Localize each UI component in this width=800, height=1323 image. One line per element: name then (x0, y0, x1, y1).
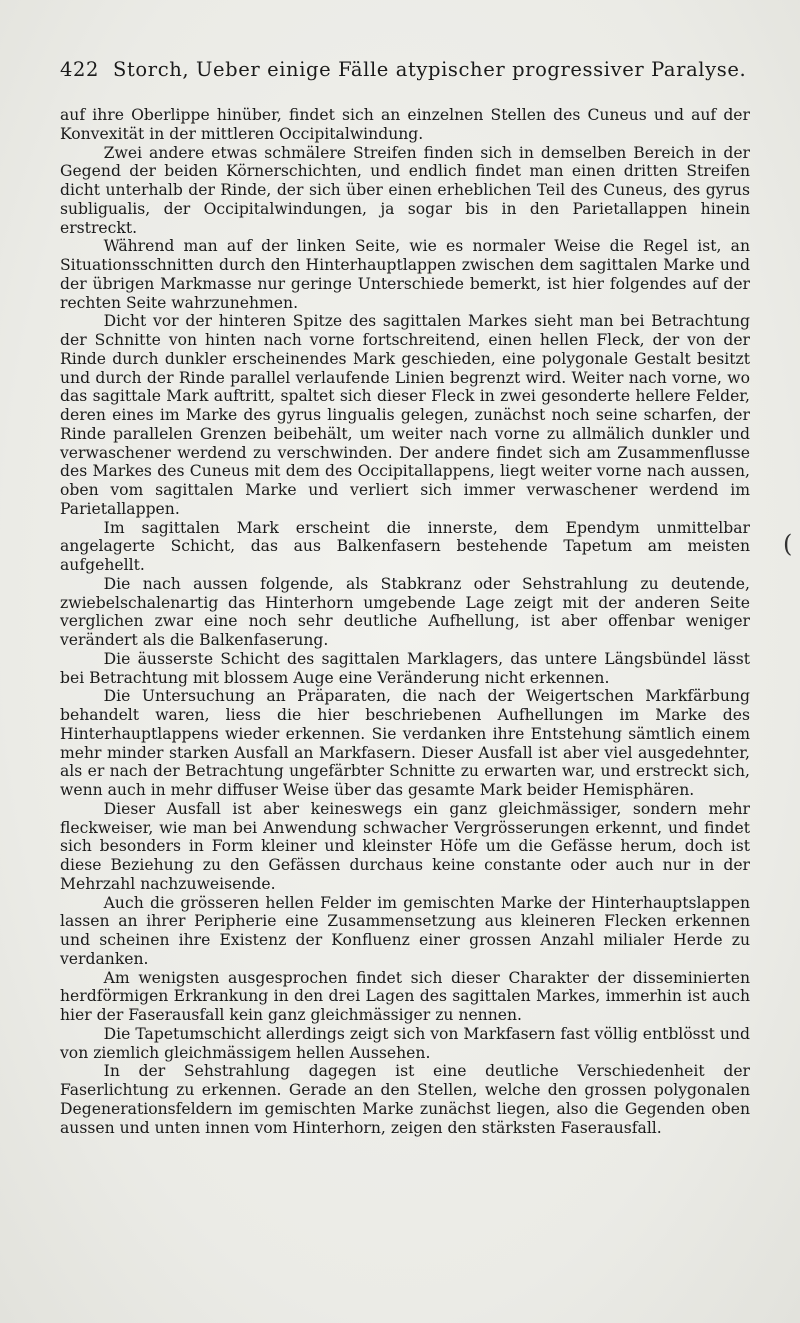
paragraph: Die Untersuchung an Präparaten, die nach der Weigertschen Markfärbung behandelt waren, liess die hier beschriebenen Aufhellungen im Marke des Hinterhauptlappens wieder erkennen. Sie verdanken ihre Entstehung sämtlich einem mehr minder starken Ausfall an Markfasern. Dieser Ausfall ist aber viel ausgedehnter, als er nach der Betrachtung ungefärbter Schnitte zu erwarten war, und erstreckt sich, wenn auch in mehr diffuser Weise über das gesamte Mark beider Hemisphären. (60, 687, 750, 799)
paragraph: Die nach aussen folgende, als Stabkranz oder Sehstrahlung zu deutende, zwiebelschalenartig das Hinterhorn umgebende Lage zeigt mit der anderen Seite verglichen zwar eine noch sehr deutliche Aufhellung, ist aber offenbar weniger verändert als die Balkenfaserung. (60, 574, 750, 649)
paragraph: Dieser Ausfall ist aber keineswegs ein ganz gleichmässiger, sondern mehr fleckweiser, wie man bei Anwendung schwacher Vergrösserungen erkennt, und findet sich besonders in Form kleiner und kleinster Höfe um die Gefässe herum, doch ist diese Beziehung zu den Gefässen durchaus keine constante oder auch nur in der Mehrzahl nachzuweisende. (60, 799, 750, 893)
paragraph: Auch die grösseren hellen Felder im gemischten Marke der Hinterhauptslappen lassen an ihrer Peripherie eine Zusammensetzung aus kleineren Flecken erkennen und scheinen ihre Existenz der Konfluenz einer grossen Anzahl milialer Herde zu verdanken. (60, 893, 750, 968)
paragraph: Im sagittalen Mark erscheint die innerste, dem Ependym unmittelbar angelagerte Schicht, das aus Balkenfasern bestehende Tapetum am meisten aufgehellt. (60, 518, 750, 574)
paragraph: In der Sehstrahlung dagegen ist eine deutliche Verschiedenheit der Faserlichtung zu erkennen. Gerade an den Stellen, welche den grossen polygonalen Degenerationsfeldern im gemischten Marke zunächst liegen, also die Gegenden oben aussen und unten innen vom Hinterhorn, zeigen den stärksten Faserausfall. (60, 1062, 750, 1137)
paragraph-continuation: auf ihre Oberlippe hinüber, findet sich an einzelnen Stellen des Cuneus und auf der Konvexität in der mittleren Occipitalwindung. (60, 106, 750, 143)
running-title: Storch, Ueber einige Fälle atypischer progressiver Paralyse. (113, 58, 747, 81)
paragraph: Dicht vor der hinteren Spitze des sagittalen Markes sieht man bei Betrachtung der Schnitte von hinten nach vorne fortschreitend, einen hellen Fleck, der von der Rinde durch dunkler erscheinendes Mark geschieden, eine polygonale Gestalt besitzt und durch der Rinde parallel verlaufende Linien begrenzt wird. Weiter nach vorne, wo das sagittale Mark auftritt, spaltet sich dieser Fleck in zwei gesonderte hellere Felder, deren eines im Marke des gyrus lingualis gelegen, zunächst noch seine scharfen, der Rinde parallelen Grenzen beibehält, um weiter nach vorne zu allmälich dunkler und verwaschener werdend zu verschwinden. Der andere findet sich am Zusammenflusse des Markes des Cuneus mit dem des Occipitallappens, liegt weiter vorne nach aussen, oben vom sagittalen Marke und verliert sich immer verwaschener werdend im Parietallappen. (60, 312, 750, 518)
paragraph: Am wenigsten ausgesprochen findet sich dieser Charakter der disseminierten herdförmigen Erkrankung in den drei Lagen des sagittalen Markes, immerhin ist auch hier der Faserausfall kein ganz gleichmässiger zu nennen. (60, 968, 750, 1024)
paragraph: Die äusserste Schicht des sagittalen Marklagers, das untere Längsbündel lässt bei Betrachtung mit blossem Auge eine Veränderung nicht erkennen. (60, 649, 750, 687)
body-text (60, 106, 750, 1137)
paragraph: Während man auf der linken Seite, wie es normaler Weise die Regel ist, an Situationsschnitten durch den Hinterhauptlappen zwischen dem sagittalen Marke und der übrigen Markmasse nur geringe Unterschiede bemerkt, ist hier folgendes auf der rechten Seite wahrzunehmen. (60, 237, 750, 312)
running-header (60, 58, 760, 81)
margin-bracket-mark: ( (783, 530, 793, 558)
page-number: 422 (60, 58, 100, 81)
paragraph: Die Tapetumschicht allerdings zeigt sich von Markfasern fast völlig entblösst und von ziemlich gleichmässigem hellen Aussehen. (60, 1024, 750, 1062)
paragraph: Zwei andere etwas schmälere Streifen finden sich in demselben Bereich in der Gegend der beiden Körnerschichten, und endlich findet man einen dritten Streifen dicht unterhalb der Rinde, der sich über einen erheblichen Teil des Cuneus, des gyrus subligualis, der Occipitalwindungen, ja sogar bis in den Parietallappen hinein erstreckt. (60, 143, 750, 237)
